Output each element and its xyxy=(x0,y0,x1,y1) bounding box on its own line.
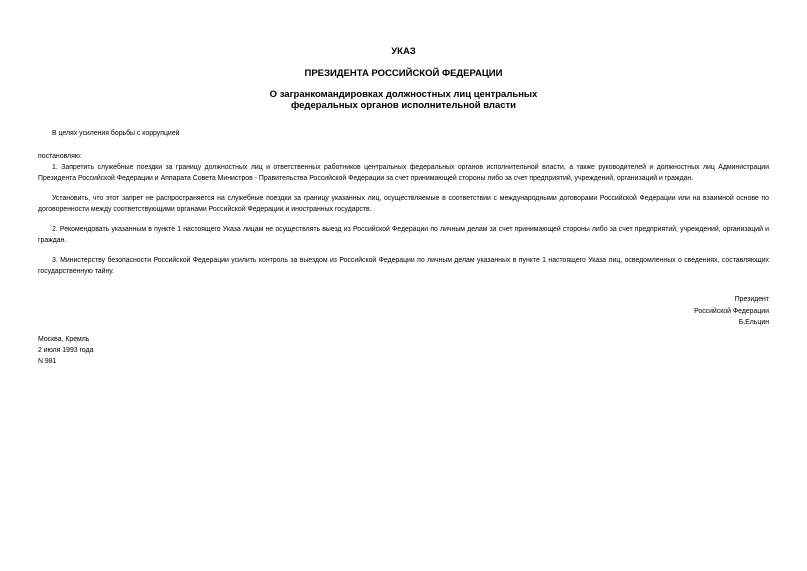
preamble: В целях усиления борьбы с коррупцией xyxy=(52,130,180,137)
document-page xyxy=(38,0,769,571)
footer-date: 2 июля 1993 года xyxy=(38,347,94,354)
paragraph-1-exception: Установить, что этот запрет не распространяется на служебные поездки за границу указанных лиц, осуществляемые в соответствии с международными договорами Российской Федерации или на взаимной основе по договоренности между соответствующими органами Российской Федерации и иностранных государств. xyxy=(38,195,769,213)
footer-place: Москва, Кремль xyxy=(38,336,90,343)
document-subject-line-2: федеральных органов исполнительной власти xyxy=(290,100,517,111)
signature-name: Б.Ельцин xyxy=(738,319,769,326)
document-title: УКАЗ xyxy=(391,46,416,57)
resolved-word: постановляю: xyxy=(38,153,82,160)
paragraph-1: 1. Запретить служебные поездки за границу должностных лиц и ответственных работников центральных федеральных органов исполнительной власти, а также руководителей и должностных лиц Администрации Президента Российской Федерации и Аппарата Совета Министров - Правительства Российской Федерации за счет принимающей стороны либо за счет предприятий, учреждений, организаций и граждан. xyxy=(38,164,769,182)
paragraph-3: 3. Министерству безопасности Российской Федерации усилить контроль за выездом из Российской Федерации по личным делам указанных в пункте 1 настоящего Указа лиц, осведомленных о сведениях, составляющих государственную тайну. xyxy=(38,257,769,275)
signature-country: Российской Федерации xyxy=(694,307,769,315)
document-footer xyxy=(38,334,238,367)
signature-title: Президент xyxy=(734,296,769,303)
footer-number: N 981 xyxy=(38,358,57,365)
document-issuer: ПРЕЗИДЕНТА РОССИЙСКОЙ ФЕДЕРАЦИИ xyxy=(304,68,503,79)
paragraph-2: 2. Рекомендовать указанным в пункте 1 настоящего Указа лицам не осуществлять выезд из Российской Федерации по личным делам за счет принимающей стороны либо за счет предприятий, учреждений, организаций и граждан. xyxy=(38,226,769,244)
document-subject-line-1: О загранкомандировках должностных лиц центральных xyxy=(269,89,538,100)
signature-block xyxy=(569,294,769,329)
